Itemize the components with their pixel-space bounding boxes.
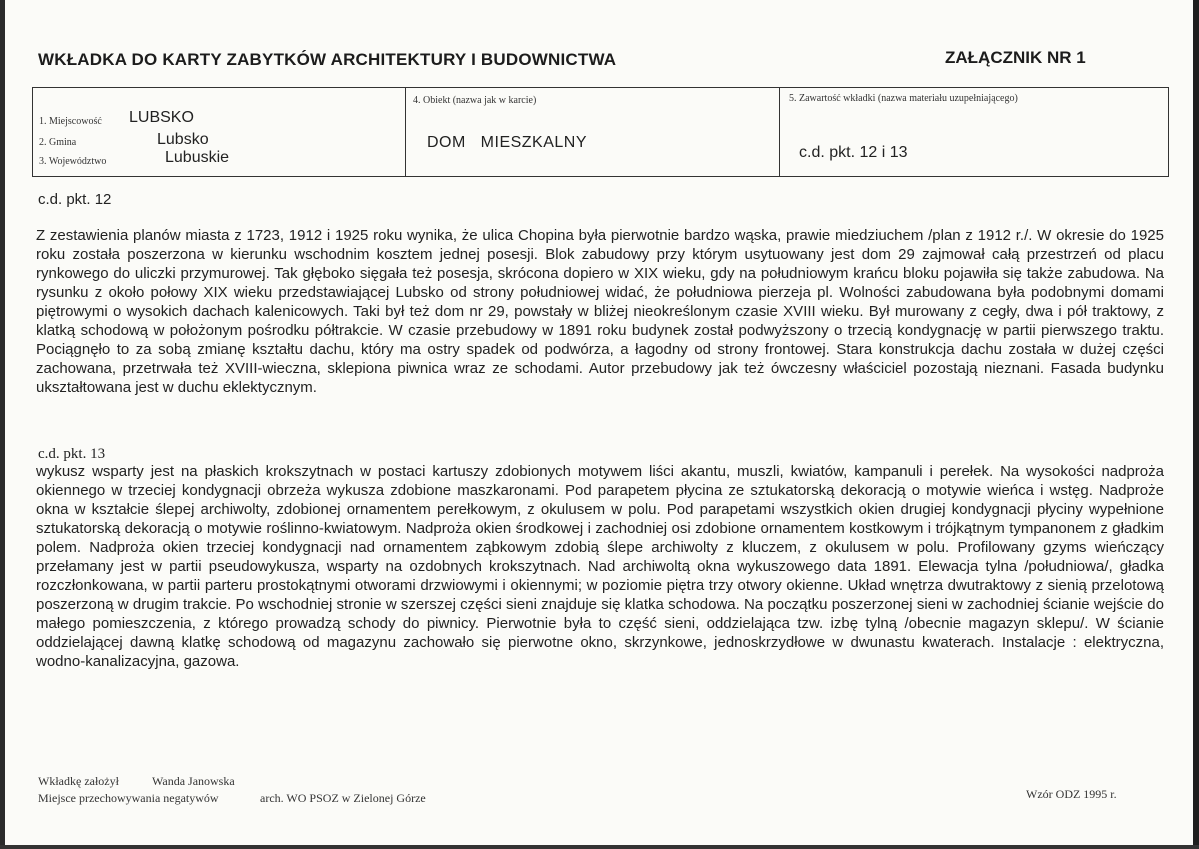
negatives-storage-label: Miejsce przechowywania negatywów [38, 791, 219, 805]
negatives-storage-value: arch. WO PSOZ w Zielonej Górze [260, 791, 426, 805]
object-label: 4. Obiekt (nazwa jak w karcie) [413, 95, 537, 106]
scan-edge-left [0, 0, 5, 849]
location-value: LUBSKO [129, 109, 194, 126]
voivodeship-label: 3. Województwo [39, 156, 107, 167]
contents-label: 5. Zawartość wkładki (nazwa materiału uzupełniającego) [789, 93, 1018, 104]
section-13-label: c.d. pkt. 13 [38, 446, 106, 462]
contents-value: c.d. pkt. 12 i 13 [799, 144, 908, 161]
commune-value: Lubsko [157, 131, 209, 148]
section-13-text: wykusz wsparty jest na płaskich krokszytnach w postaci kartuszy zdobionych motywem liści akantu, muszli, kwiatów, kampanuli i perełek. Na wysokości nadproża okiennego w trzeciej kondygnacji obrzeża wykusza zdobione maszkaronami. Pod parapetem płycina ze sztukatorską dekoracją o motywie wieńca i wstęg. Nadproże okna w kształcie ślepej archiwolty, zdobionej ornamentem perełkowym, z okulusem w polu. Pod parapetami wszystkich okien drugiej kondygnacji płyciny wypełnione sztukatorską dekoracją o motywie roślinno-kwiatowym. Nadproża okien środkowej i zachodniej osi zdobione ornamentem kostkowym i trójkątnym tympanonem z gładkim polem. Nadproża okien trzeciej kondygnacji nad ornamentem ząbkowym zdobią ślepe archiwolty z kluczem, z okulusem w polu. Profilowany gzyms wieńczący przełamany jest w partii pseudowykusza, wsparty na ozdobnych krokszytnach. Nad archiwoltą okna wykuszowego data 1891. Elewacja tylna /południowa/, gładka rozczłonkowana, w partii parteru prostokątnymi otworami drzwiowymi i okiennymi; w poziomie piętra trzy otwory okienne. Układ wnętrza dwutraktowy z sienią przelotową poszerzoną w drugim trakcie. Po wschodniej stronie w szerszej części sieni znajduje się klatka schodowa. Na początku poszerzonej sieni w zachodniej ścianie wejście do małego pomieszczenia, z którego prowadzą schody do piwnicy. Pierwotnie była to część sieni, oddzielająca tzw. izbę tylną /obecnie magazyn sklepu/. W ścianie oddzielającej dawną klatkę schodową od magazynu zachowało się pierwotne okno, skrzynkowe, jednoskrzydłowe w dwunastu kwaterach. Instalacje : elektryczna, wodno-kanalizacyjna, gazowa. [36, 463, 1164, 670]
scan-edge-bottom [0, 845, 1199, 849]
contents-cell [780, 88, 1168, 176]
object-cell [406, 88, 780, 176]
document-title: WKŁADKA DO KARTY ZABYTKÓW ARCHITEKTURY I BUDOWNICTWA [38, 50, 617, 69]
template-mark: Wzór ODZ 1995 r. [1026, 787, 1117, 801]
location-label: 1. Miejscowość [39, 116, 102, 127]
section-12-text: Z zestawienia planów miasta z 1723, 1912 i 1925 roku wynika, że ulica Chopina była pierwotnie bardzo wąska, prawie miedziuchem /plan z 1912 r./. W okresie do 1925 roku została poszerzona w kierunku wschodnim kosztem jednej posesji. Blok zabudowy przy którym usytuowany jest dom 29 zajmował całą przestrzeń od placu rynkowego do uliczki przymurowej. Tak głęboko sięgała też posesja, skrócona dopiero w XIX wieku, gdy na południowym krańcu bloku pojawiła się także zabudowa. Na rysunku z około połowy XIX wieku przedstawiającej Lubsko od strony południowej widać, że południowa pierzeja pl. Wolności zabudowana była podobnymi domami piętrowymi o wysokich dachach kalenicowych. Taki był też dom nr 29, powstały w bliżej nieokreślonym czasie XVIII wieku. Był murowany z cegły, dwa i pół traktowy, z klatką schodową w położonym pośrodku półtrakcie. W czasie przebudowy w 1891 roku budynek został podwyższony o trzecią kondygnację w partii pierwszego traktu. Pociągnęło to za sobą zmianę kształtu dachu, który ma ostry spadek od podwórza, a łagodny od strony frontowej. Stara konstrukcja dachu została w dużej części zachowana, przetrwała też XVIII-wieczna, sklepiona piwnica wraz ze schodami. Autor przebudowy jak też ówczesny właściciel pozostają nieznani. Fasada budynku ukształtowana jest w duchu eklektycznym. [36, 227, 1164, 396]
author-name: Wanda Janowska [152, 774, 235, 788]
location-cell [33, 88, 406, 176]
annex-number: ZAŁĄCZNIK NR 1 [945, 48, 1086, 67]
commune-label: 2. Gmina [39, 137, 77, 148]
scan-edge-right [1193, 0, 1199, 849]
author-label: Wkładkę założył [38, 774, 119, 788]
info-table [32, 87, 1169, 177]
voivodeship-value: Lubuskie [165, 149, 230, 166]
section-12-label: c.d. pkt. 12 [38, 191, 112, 208]
object-value: DOM MIESZKALNY [427, 134, 588, 151]
